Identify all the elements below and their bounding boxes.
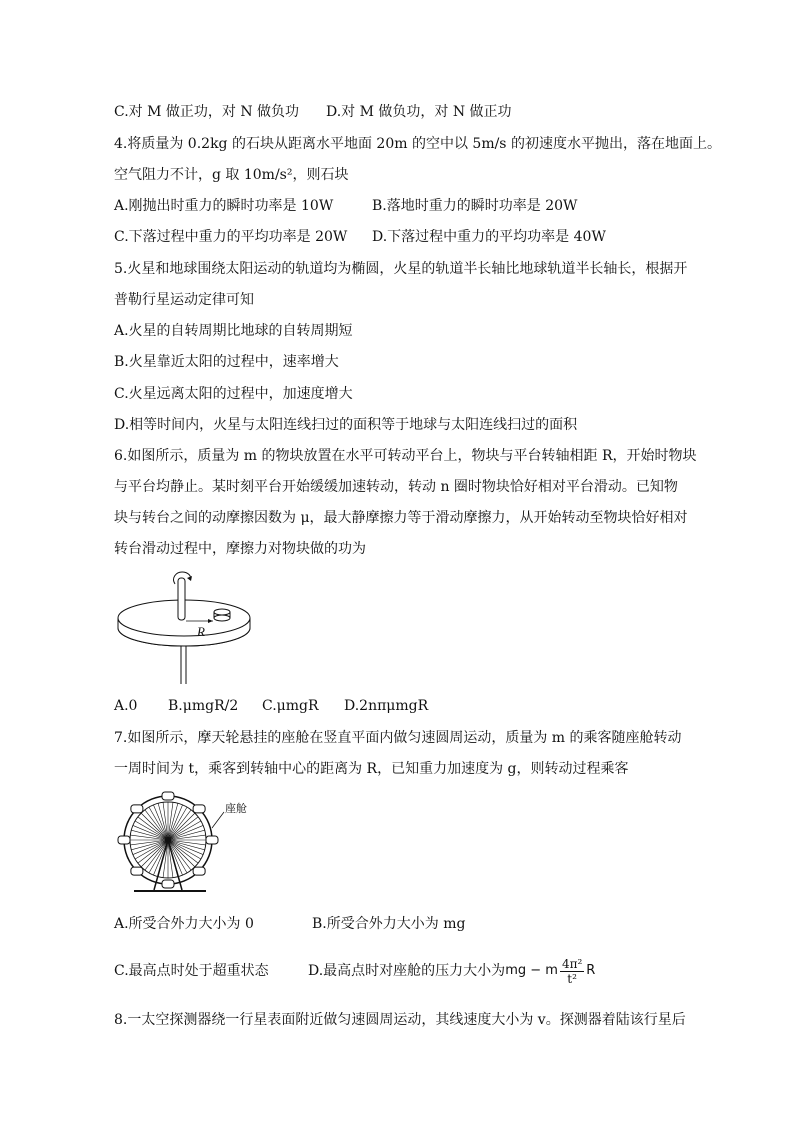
q7-option-d-text: D.最高点时对座舱的压力大小为 (308, 963, 506, 979)
q7-stem-line1: 7.如图所示，摩天轮悬挂的座舱在竖直平面内做匀速圆周运动，质量为 m 的乘客随座舱转动 (114, 730, 682, 746)
q5-stem-line1: 5.火星和地球围绕太阳运动的轨道均为椭圆，火星的轨道半长轴比地球轨道半长轴长，根据开 (114, 261, 688, 277)
fraction-numerator: 4π² (561, 956, 583, 971)
cabin (131, 805, 143, 813)
cabin (131, 867, 143, 875)
q7-option-a: A.所受合外力大小为 0 (114, 916, 254, 932)
q7-option-d-formula-right: R (586, 963, 596, 978)
q7-option-d (308, 952, 595, 990)
q6-stem-line2: 与平台均静止。某时刻平台开始缓缓加速转动，转动 n 圈时物块恰好相对平台滑动。已知物 (114, 479, 678, 495)
q7-option-d-fraction (560, 957, 584, 986)
q4-option-a: A.刚抛出时重力的瞬时功率是 10W (114, 198, 334, 214)
q5-option-c: C.火星远离太阳的过程中，加速度增大 (114, 386, 353, 402)
q4-option-d: D.下落过程中重力的平均功率是 40W (372, 229, 606, 245)
q6-stem-line4: 转台滑动过程中，摩擦力对物块做的功为 (114, 541, 366, 557)
q7-option-d-formula-left: mg − m (505, 963, 558, 978)
radius-label: R (197, 624, 205, 639)
q5-stem-line2: 普勒行星运动定律可知 (114, 292, 254, 308)
q4-stem-line1: 4.将质量为 0.2kg 的石块从距离水平地面 20m 的空中以 5m/s 的初速度水平抛出，落在地面上。 (114, 136, 721, 152)
ferris-wheel-figure (114, 790, 264, 900)
q5-option-d: D.相等时间内，火星与太阳连线扫过的面积等于地球与太阳连线扫过的面积 (114, 417, 578, 433)
rotating-platform-figure (114, 566, 264, 686)
q5-option-a: A.火星的自转周期比地球的自转周期短 (114, 323, 353, 339)
q3-option-d: D.对 M 做负功，对 N 做正功 (326, 104, 512, 120)
q6-stem-line3: 块与转台之间的动摩擦因数为 μ，最大静摩擦力等于滑动摩擦力，从开始转动至物块恰好相对 (114, 510, 688, 526)
q4-stem-line2: 空气阻力不计，g 取 10m/s²，则石块 (114, 167, 349, 183)
cabin (193, 867, 205, 875)
cabin (162, 880, 174, 888)
q3-option-c: C.对 M 做正功，对 N 做负功 (114, 104, 300, 120)
q6-stem-line1: 6.如图所示，质量为 m 的物块放置在水平可转动平台上，物块与平台转轴相距 R，开始时物块 (114, 448, 697, 464)
cabin (162, 792, 174, 800)
q4-option-c: C.下落过程中重力的平均功率是 20W (114, 229, 348, 245)
q7-option-b: B.所受合外力大小为 mg (312, 916, 466, 932)
q7-option-c: C.最高点时处于超重状态 (114, 963, 269, 979)
cabin (193, 805, 205, 813)
q6-option-a: A.0 (114, 698, 138, 714)
cabin (118, 836, 130, 844)
cabin-label: 座舱 (225, 802, 247, 815)
q4-option-b: B.落地时重力的瞬时功率是 20W (372, 198, 578, 214)
q7-stem-line2: 一周时间为 t，乘客到转轴中心的距离为 R，已知重力加速度为 g，则转动过程乘客 (114, 761, 629, 777)
q6-option-d: D.2nπμmgR (344, 698, 429, 714)
q6-option-b: B.μmgR/2 (168, 698, 239, 714)
cabin (206, 836, 218, 844)
q6-option-c: C.μmgR (262, 698, 319, 714)
q5-option-b: B.火星靠近太阳的过程中，速率增大 (114, 354, 339, 370)
fraction-denominator: t² (567, 971, 577, 986)
q8-stem-line1: 8.一太空探测器绕一行星表面附近做匀速圆周运动，其线速度大小为 v。探测器着陆该行星后 (114, 1012, 686, 1028)
